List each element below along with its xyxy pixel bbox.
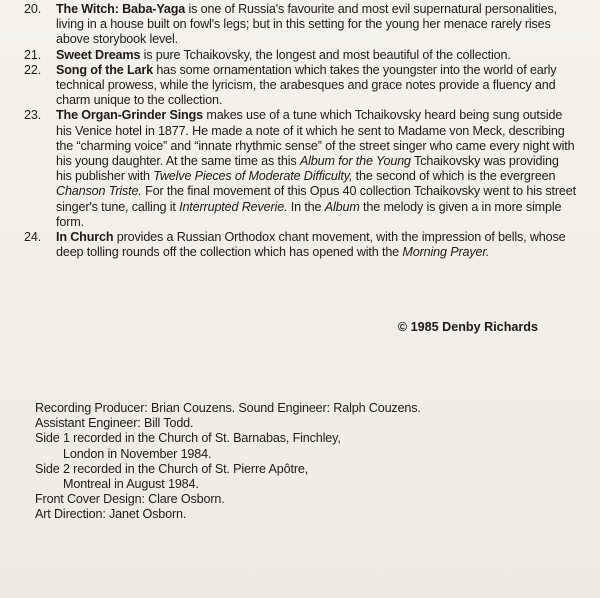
description-text: the melody is given a in more simple form. — [56, 199, 562, 229]
track-note — [24, 108, 576, 230]
track-description — [56, 48, 576, 63]
track-title: Sweet Dreams — [56, 47, 141, 62]
work-title: Chanson Triste. — [56, 184, 142, 199]
track-number: 22. — [24, 62, 42, 77]
track-note — [24, 230, 576, 260]
track-description — [56, 2, 576, 48]
description-text: makes use of a tune which Tchaikovsky heard being sung outside his Venice hotel in 1877. He made a note of it which he sent to Madame von Meck, describing the “charming voice” and “innate rhythmic sense” of the street singer who came every night with his young daughter. At the same time as this — [56, 108, 575, 169]
work-title: Morning Prayer. — [402, 245, 490, 260]
track-number: 20. — [24, 2, 42, 16]
track-description — [56, 63, 576, 109]
description-text: Tchaikovsky was providing his publisher with — [56, 154, 559, 184]
track-notes-list — [24, 2, 576, 260]
track-title: The Witch: Baba-Yaga — [56, 2, 186, 16]
credit-line: Assistant Engineer: Bill Todd. — [35, 416, 194, 431]
work-title: Interrupted Reverie. — [179, 199, 288, 214]
description-text: In the — [287, 199, 325, 214]
work-title: Twelve Pieces of Moderate Difficulty, — [153, 169, 353, 184]
credit-line: Front Cover Design: Clare Osborn. — [35, 492, 225, 507]
track-note — [24, 48, 576, 63]
track-number: 23. — [24, 108, 42, 123]
description-text: has some ornamentation which takes the youngster into the world of early technical prowess, while the lyricism, the arabesques and grace notes provide a fluency and charm unique to the collection. — [56, 62, 557, 108]
description-text: is pure Tchaikovsky, the longest and most beautiful of the collection. — [140, 47, 511, 62]
description-text: the second of which is the evergreen — [352, 169, 556, 184]
track-number: 24. — [24, 230, 42, 245]
track-note — [24, 63, 576, 109]
credit-line: Side 2 recorded in the Church of St. Pierre Apôtre, — [35, 461, 309, 476]
track-number: 21. — [24, 47, 42, 62]
work-title: Album for the Young — [299, 154, 411, 169]
track-title: The Organ-Grinder Sings — [56, 108, 203, 123]
track-title: Song of the Lark — [56, 62, 153, 77]
work-title: Album — [324, 199, 360, 214]
description-text: provides a Russian Orthodox chant movement, with the impression of bells, whose deep tolling rounds off the collection which has opened with the — [56, 230, 566, 260]
credit-line: Side 1 recorded in the Church of St. Barnabas, Finchley, — [35, 431, 341, 446]
description-text: For the final movement of this Opus 40 collection Tchaikovsky went to his street singer's tune, calling it — [56, 184, 576, 214]
credit-line: Art Direction: Janet Osborn. — [35, 507, 187, 522]
track-description — [56, 108, 576, 230]
credit-line: Montreal in August 1984. — [63, 477, 199, 492]
description-text: is one of Russia's favourite and most evil supernatural personalities, living in a house built on fowl's legs; but in this setting for the young her menace rarely rises above storybook level. — [56, 2, 558, 47]
credit-line: Recording Producer: Brian Couzens. Sound Engineer: Ralph Couzens. — [35, 401, 421, 415]
track-title: In Church — [56, 230, 114, 245]
credit-line: London in November 1984. — [63, 446, 212, 461]
track-note — [24, 2, 576, 48]
track-description — [56, 230, 576, 260]
recording-credits — [35, 401, 555, 523]
copyright-line: © 1985 Denby Richards — [397, 320, 538, 334]
